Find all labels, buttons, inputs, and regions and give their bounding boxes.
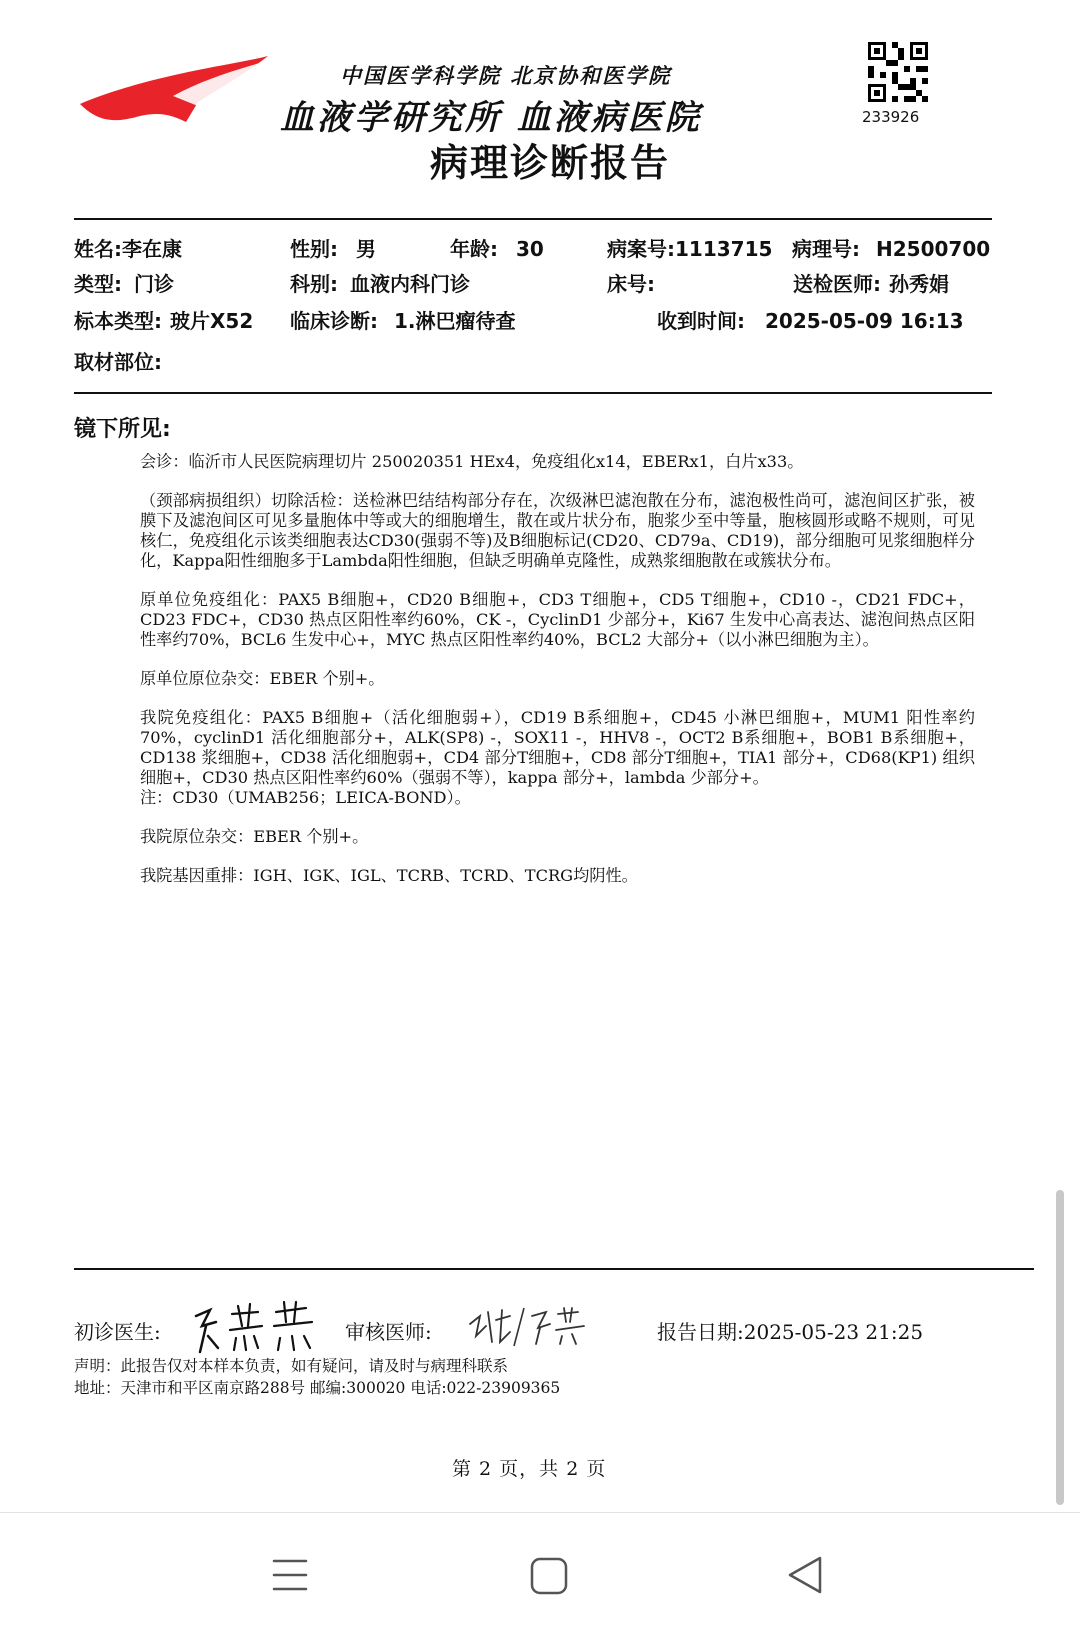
bed-label: 床号: bbox=[607, 272, 655, 296]
clinical-diagnosis: 1.淋巴瘤待查 bbox=[394, 309, 516, 333]
back-icon[interactable] bbox=[786, 1555, 824, 1595]
findings-paragraph: 原单位免疫组化：PAX5 B细胞+，CD20 B细胞+，CD3 T细胞+，CD5 T细胞+，CD10 -，CD21 FDC+，CD23 FDC+，CD30 热点区阳性率约60%，CK -，CyclinD1 少部分+，Ki67 生发中心高表达、滤泡间热点区阳性率约70%，BCL6 生发中心+，MYC 热点区阳性率约40%，BCL2 大部分+（以小淋巴细胞为主）。 bbox=[140, 590, 975, 649]
department-field bbox=[290, 268, 470, 297]
findings-paragraph: 我院原位杂交：EBER 个别+。 bbox=[140, 827, 369, 846]
clinical-diagnosis-label: 临床诊断: bbox=[290, 309, 378, 333]
qr-number: 233926 bbox=[862, 108, 920, 126]
received-time-field bbox=[657, 305, 964, 334]
specimen-type: 玻片X52 bbox=[170, 309, 254, 333]
page-indicator: 第 2 页，共 2 页 bbox=[452, 1458, 607, 1480]
report-date: 2025-05-23 21:25 bbox=[743, 1320, 924, 1344]
age-field bbox=[450, 233, 544, 262]
initial-doctor-label: 初诊医生: bbox=[74, 1320, 161, 1344]
case-number-label: 病案号: bbox=[607, 237, 675, 261]
type-label: 类型: bbox=[74, 272, 122, 296]
disclaimer: 声明：此报告仅对本样本负责，如有疑问，请及时与病理科联系 bbox=[74, 1357, 509, 1375]
type-field bbox=[74, 268, 174, 297]
sampling-site-field bbox=[74, 346, 162, 375]
findings-body bbox=[140, 452, 975, 905]
findings-paragraph: 我院免疫组化：PAX5 B细胞+（活化细胞弱+），CD19 B系细胞+，CD45 小淋巴细胞+，MUM1 阳性率约70%，cyclinD1 活化细胞部分+，ALK(SP8) -，SOX11 -，HHV8 -，OCT2 B系细胞+，BOB1 B系细胞+，CD138 浆细胞+，CD38 活化细胞弱+，CD4 部分T细胞+，CD8 部分T细胞+，TIA1 部分+，CD68(KP1) 组织细胞+，CD30 热点区阳性率约60%（强弱不等），kappa 部分+，lambda 少部分+。 bbox=[140, 708, 975, 787]
institution-line-1: 中国医学科学院 北京协和医学院 bbox=[340, 63, 672, 88]
home-icon[interactable] bbox=[530, 1557, 568, 1595]
name-label: 姓名: bbox=[74, 237, 122, 261]
referring-doctor-field bbox=[793, 268, 949, 297]
age-label: 年龄: bbox=[450, 237, 498, 261]
specimen-type-label: 标本类型: bbox=[74, 309, 162, 333]
initial-doctor-signature bbox=[188, 1296, 328, 1358]
scrollbar[interactable] bbox=[1056, 1190, 1064, 1505]
report-title: 病理诊断报告 bbox=[430, 141, 671, 185]
findings-paragraph: 会诊：临沂市人民医院病理切片 250020351 HEx4，免疫组化x14，EBERx1，白片x33。 bbox=[140, 452, 804, 471]
pathology-number-label: 病理号: bbox=[792, 237, 860, 261]
findings-paragraph: （颈部病损组织）切除活检：送检淋巴结结构部分存在，次级淋巴滤泡散在分布，滤泡极性尚可，滤泡间区扩张，被膜下及滤泡间区可见多量胞体中等或大的细胞增生，散在或片状分布，胞浆少至中等量，胞核圆形或略不规则，可见核仁，免疫组化示该类细胞表达CD30(强弱不等)及B细胞标记(CD20、CD79a、CD19)，部分细胞可见浆细胞样分化，Kappa阳性细胞多于Lambda阳性细胞，但缺乏明确单克隆性，成熟浆细胞散在或簇状分布。 bbox=[140, 491, 975, 570]
visit-type: 门诊 bbox=[134, 272, 174, 296]
findings-paragraph: 我院基因重排：IGH、IGK、IGL、TCRB、TCRD、TCRG均阴性。 bbox=[140, 866, 638, 885]
received-time-label: 收到时间: bbox=[657, 309, 745, 333]
bed-field bbox=[607, 268, 655, 297]
hospital-logo bbox=[78, 52, 278, 132]
institution-line-2: 血液学研究所 血液病医院 bbox=[280, 98, 702, 138]
department-label: 科别: bbox=[290, 272, 338, 296]
referring-doctor: 孙秀娟 bbox=[889, 272, 949, 296]
qr-code-icon bbox=[868, 42, 928, 102]
patient-name: 李在康 bbox=[122, 237, 182, 261]
pathology-number-field bbox=[792, 233, 990, 262]
case-number-field bbox=[607, 233, 772, 262]
findings-note: 注：CD30（UMAB256；LEICA-BOND）。 bbox=[140, 788, 471, 807]
reviewer-label: 审核医师: bbox=[345, 1320, 432, 1344]
specimen-type-field bbox=[74, 305, 253, 334]
clinical-diagnosis-field bbox=[290, 305, 516, 334]
name-field bbox=[74, 233, 182, 262]
pathology-number: H2500700 bbox=[876, 237, 991, 261]
info-divider bbox=[74, 392, 992, 394]
patient-gender: 男 bbox=[356, 237, 376, 261]
gender-field bbox=[290, 233, 376, 262]
findings-paragraph: 原单位原位杂交：EBER 个别+。 bbox=[140, 669, 385, 688]
footer-divider bbox=[74, 1268, 1034, 1270]
address: 地址：天津市和平区南京路288号 邮编:300020 电话:022-23909365 bbox=[74, 1379, 561, 1397]
report-date-label: 报告日期: bbox=[657, 1320, 744, 1344]
findings-title: 镜下所见: bbox=[74, 417, 171, 442]
case-number: 1113715 bbox=[675, 237, 773, 261]
header-divider bbox=[74, 218, 992, 220]
referring-doctor-label: 送检医师: bbox=[793, 272, 881, 296]
department: 血液内科门诊 bbox=[350, 272, 470, 296]
gender-label: 性别: bbox=[290, 237, 338, 261]
patient-age: 30 bbox=[516, 237, 544, 261]
received-time: 2025-05-09 16:13 bbox=[765, 309, 964, 333]
report-date-field bbox=[657, 1316, 923, 1345]
reviewer-signature bbox=[466, 1302, 596, 1350]
sampling-site-label: 取材部位: bbox=[74, 350, 162, 374]
menu-icon[interactable] bbox=[272, 1557, 308, 1593]
navigation-bar bbox=[0, 1512, 1080, 1648]
